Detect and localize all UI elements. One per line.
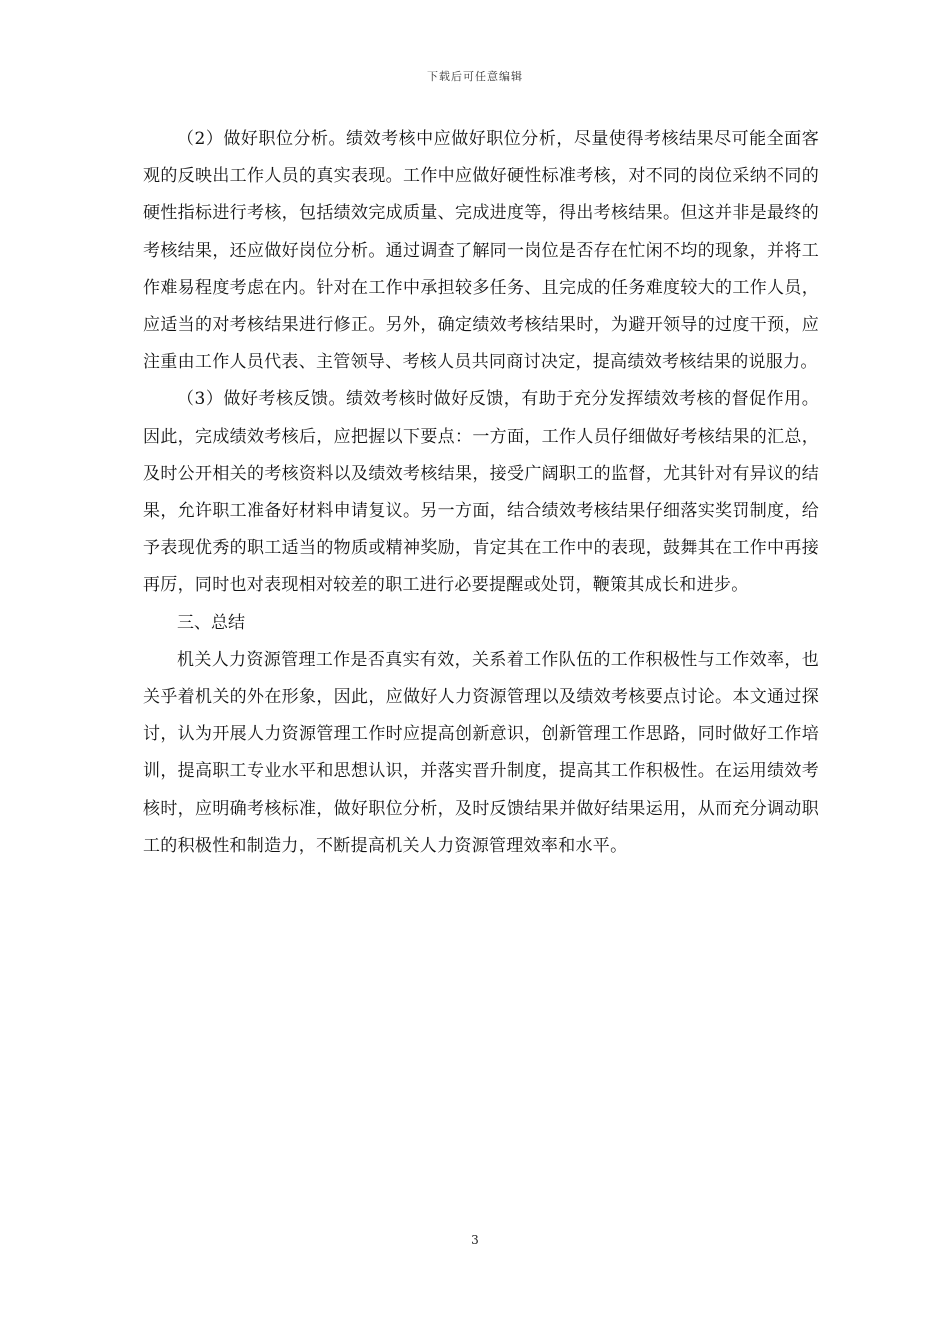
page-number: 3	[471, 1233, 479, 1247]
paragraph-feedback: （3）做好考核反馈。绩效考核时做好反馈，有助于充分发挥绩效考核的督促作用。因此，完成绩效考核后，应把握以下要点：一方面，工作人员仔细做好考核结果的汇总，及时公开相关的考核资料以及绩效考核结果，接受广阔职工的监督，尤其针对有异议的结果，允许职工准备好材料申请复议。另一方面，结合绩效考核结果仔细落实奖罚制度，给予表现优秀的职工适当的物质或精神奖励，肯定其在工作中的表现，鼓舞其在工作中再接再厉，同时也对表现相对较差的职工进行必要提醒或处罚，鞭策其成长和进步。	[143, 389, 819, 596]
paragraph-summary: 机关人力资源管理工作是否真实有效，关系着工作队伍的工作积极性与工作效率，也关乎着机关的外在形象，因此，应做好人力资源管理以及绩效考核要点讨论。本文通过探讨，认为开展人力资源管理工作时应提高创新意识，创新管理工作思路，同时做好工作培训，提高职工专业水平和思想认识，并落实晋升制度，提高其工作积极性。在运用绩效考核时，应明确考核标准，做好职位分析，及时反馈结果并做好结果运用，从而充分调动职工的积极性和制造力，不断提高机关人力资源管理效率和水平。	[143, 649, 819, 856]
paragraph-job-analysis: （2）做好职位分析。绩效考核中应做好职位分析，尽量使得考核结果尽可能全面客观的反映出工作人员的真实表现。工作中应做好硬性标准考核，对不同的岗位采纳不同的硬性指标进行考核，包括绩效完成质量、完成进度等，得出考核结果。但这并非是最终的考核结果，还应做好岗位分析。通过调查了解同一岗位是否存在忙闲不均的现象，并将工作难易程度考虑在内。针对在工作中承担较多任务、且完成的任务难度较大的工作人员，应适当的对考核结果进行修正。另外，确定绩效考核结果时，为避开领导的过度干预，应注重由工作人员代表、主管领导、考核人员共同商讨决定，提高绩效考核结果的说服力。	[143, 129, 819, 373]
page-header: 下载后可任意编辑	[427, 70, 523, 83]
document-body	[143, 121, 819, 865]
section-heading-summary: 三、总结	[177, 612, 245, 633]
